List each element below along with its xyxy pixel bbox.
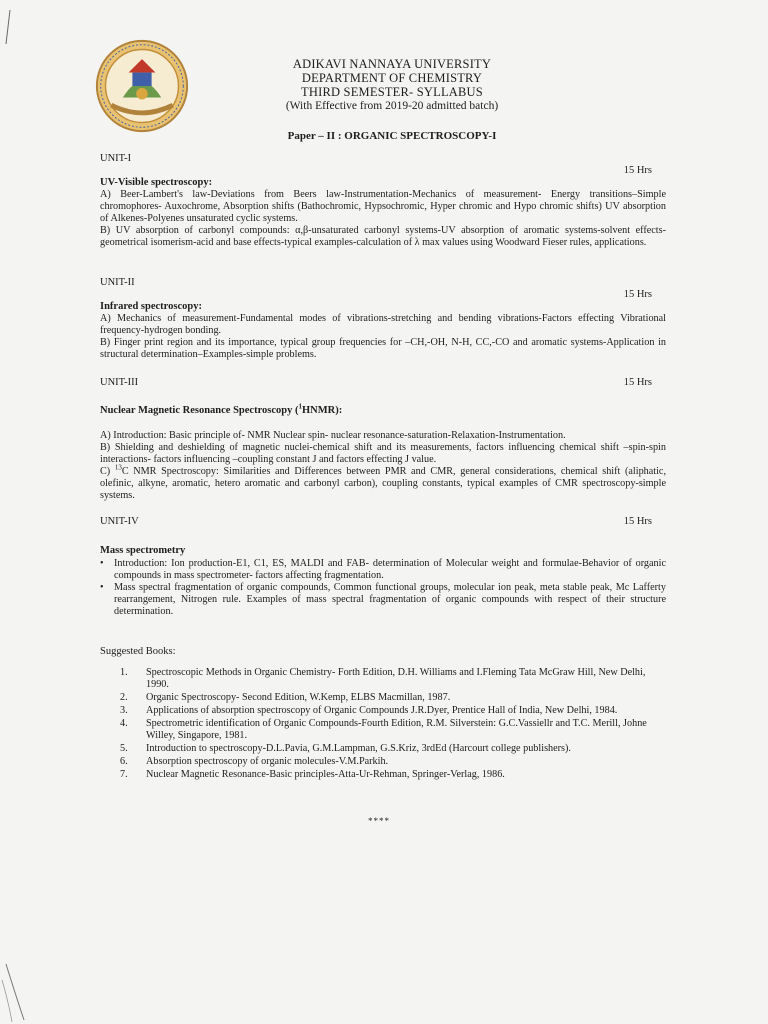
unit-heading xyxy=(100,402,343,416)
heading-text: HNMR): xyxy=(302,405,343,416)
paragraph: B) Shielding and deshielding of magnetic nuclei-chemical shift and its measurements, factors influencing chemical shift –spin-spin interactions- factors influencing –coupling constant J and factors effecting J value. xyxy=(100,442,666,465)
unit-content xyxy=(100,189,666,249)
book-text: Nuclear Magnetic Resonance-Basic principles-Atta-Ur-Rehman, Springer-Verlag, 1986. xyxy=(146,769,505,780)
paragraph xyxy=(100,463,667,502)
book-number: 5. xyxy=(120,743,128,754)
end-mark: **** xyxy=(368,816,390,826)
unit-content xyxy=(100,313,666,361)
scan-mark-top-left xyxy=(2,8,22,48)
unit-label: UNIT-II xyxy=(100,277,135,288)
book-number: 3. xyxy=(120,705,128,716)
paragraph: B) UV absorption of carbonyl compounds: α,β-unsaturated carbonyl systems-UV absorption of aromatic systems-solvent effects-geometrical isomerism-acid and base effects-typical examples-calculation of λ max values using Woodward Fieser rules, applications. xyxy=(100,225,666,248)
unit-content xyxy=(100,558,666,618)
scan-mark-bottom-left xyxy=(0,960,40,1024)
book-item xyxy=(120,718,660,742)
book-item xyxy=(120,692,660,704)
paragraph: Introduction: Ion production-E1, C1, ES, MALDI and FAB- determination of Molecular weight and formulae-Behavior of organic compounds in mass spectrometer- factors affecting fragmentation. xyxy=(114,558,666,581)
book-item xyxy=(120,743,660,755)
book-number: 4. xyxy=(120,718,128,729)
paragraph: Mass spectral fragmentation of organic compounds, Common functional groups, molecular ion peak, meta stable peak, Mc Lafferty rearrangement, Nitrogen rule. Examples of mass spectral fragmentation of organic compounds with respect of their structure determination. xyxy=(114,582,666,617)
superscript: 13 xyxy=(114,463,122,472)
unit-content xyxy=(100,430,666,502)
book-number: 6. xyxy=(120,756,128,767)
book-item xyxy=(120,769,660,781)
bullet-item xyxy=(100,582,666,618)
paragraph: A) Introduction: Basic principle of- NMR Nuclear spin- nuclear resonance-saturation-Relaxation-Instrumentation. xyxy=(100,430,566,441)
bullet-icon: • xyxy=(100,582,104,593)
paragraph-prefix: C) xyxy=(100,466,115,477)
unit-heading: Infrared spectroscopy: xyxy=(100,301,202,312)
superscript: 1 xyxy=(298,402,302,411)
book-text: Spectrometric identification of Organic Compounds-Fourth Edition, R.M. Silverstein: G.C.Vassiellr and T.C. Merill, Johne Willey, Singapore, 1981. xyxy=(146,718,647,741)
document-header xyxy=(250,57,534,113)
unit-hours: 15 Hrs xyxy=(623,516,652,527)
book-item xyxy=(120,667,660,691)
book-text: Introduction to spectroscopy-D.L.Pavia, G.M.Lampman, G.S.Kriz, 3rdEd (Harcourt college publishers). xyxy=(146,743,571,754)
book-text: Spectroscopic Methods in Organic Chemistry- Forth Edition, D.H. Williams and I.Fleming Tata McGraw Hill, New Delhi, 1990. xyxy=(146,667,646,690)
unit-label: UNIT-III xyxy=(100,377,139,388)
book-number: 7. xyxy=(120,769,128,780)
bullet-item xyxy=(100,558,666,582)
book-number: 1. xyxy=(120,667,128,678)
unit-label: UNIT-I xyxy=(100,153,132,164)
book-item xyxy=(120,756,660,768)
unit-heading: Mass spectrometry xyxy=(100,545,186,556)
books-title: Suggested Books: xyxy=(100,646,176,657)
university-seal-icon xyxy=(94,38,190,134)
paragraph-text: C NMR Spectroscopy: Similarities and Differences between PMR and CMR, general considerations, chemical shift (aliphatic, olefinic, alkyne, aromatic, hetero aromatic and carbonyl carbon), coupling constants, typical examples of CMR spectroscopy-simple systems. xyxy=(100,466,667,501)
unit-label: UNIT-IV xyxy=(100,516,139,527)
unit-hours: 15 Hrs xyxy=(623,165,652,176)
book-item xyxy=(120,705,660,717)
semester-title: THIRD SEMESTER- SYLLABUS xyxy=(301,85,483,99)
department-name: DEPARTMENT OF CHEMISTRY xyxy=(301,71,483,85)
heading-text: Nuclear Magnetic Resonance Spectroscopy ( xyxy=(100,405,299,416)
book-text: Organic Spectroscopy- Second Edition, W.Kemp, ELBS Macmillan, 1987. xyxy=(146,692,451,703)
unit-hours: 15 Hrs xyxy=(623,289,652,300)
university-name: ADIKAVI NANNAYA UNIVERSITY xyxy=(292,57,492,71)
paragraph: A) Mechanics of measurement-Fundamental modes of vibrations-stretching and bending vibrations-Factors effecting Vibrational frequency-hydrogen bonding. xyxy=(100,313,666,336)
unit-hours: 15 Hrs xyxy=(623,377,652,388)
book-text: Absorption spectroscopy of organic molecules-V.M.Parkih. xyxy=(146,756,389,767)
book-list xyxy=(120,667,660,782)
paper-title: Paper – II : ORGANIC SPECTROSCOPY-I xyxy=(287,130,497,142)
paragraph: A) Beer-Lambert's law-Deviations from Beers law-Instrumentation-Mechanics of measurement- Energy transitions–Simple chromophores- Auxochrome, Absorption shifts (Bathochromic, Hypsochromic, Hyper chromic and Hypo chromic shifts) UV absorption of Alkenes-Polyenes unsaturated cyclic systems. xyxy=(100,189,666,224)
effective-note: (With Effective from 2019-20 admitted batch) xyxy=(285,100,499,112)
bullet-icon: • xyxy=(100,558,104,569)
paragraph: B) Finger print region and its importance, typical group frequencies for –CH,-OH, N-H, CC,-CO and aromatic systems-Application in structural determination–Examples-simple problems. xyxy=(100,337,666,360)
book-text: Applications of absorption spectroscopy of Organic Compounds J.R.Dyer, Prentice Hall of India, New Delhi, 1984. xyxy=(146,705,618,716)
book-number: 2. xyxy=(120,692,128,703)
unit-heading: UV-Visible spectroscopy: xyxy=(100,177,213,188)
